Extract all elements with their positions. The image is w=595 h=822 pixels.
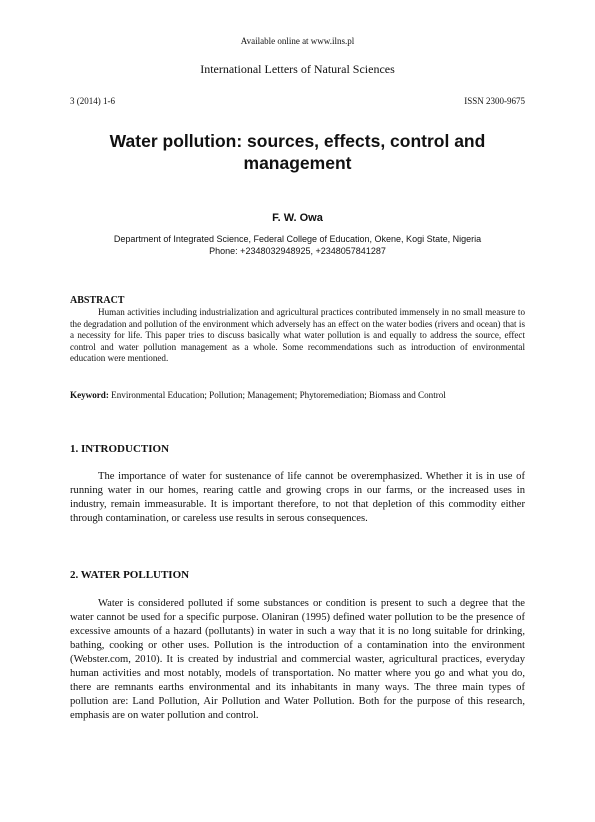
introduction-paragraph: [70, 470, 525, 526]
abstract-text: Human activities including industrialization and agricultural practices contributed immensely in no small measure to the degradation and pollution of the environment which adversely has an effect on the water bodies (rivers and ocean) that is a necessity for life. This paper tries to discuss basically what water pollution is and equally to address the source, effect control and water pollution management as a whole. Some recommendations such as introduction of environmental education were mentioned.: [70, 307, 525, 364]
abstract-heading: ABSTRACT: [70, 295, 125, 306]
section-heading-water-pollution: 2. WATER POLLUTION: [70, 569, 190, 581]
author-name: F. W. Owa: [272, 212, 323, 224]
section-heading-introduction: 1. INTRODUCTION: [70, 443, 170, 455]
issn-number: ISSN 2300-9675: [464, 96, 525, 106]
keywords-label: Keyword:: [70, 390, 109, 400]
author-affiliation: [0, 233, 595, 257]
abstract-body: [70, 307, 525, 365]
volume-info: 3 (2014) 1-6: [70, 96, 115, 106]
available-online-text: Available online at www.ilns.pl: [240, 36, 355, 46]
phone-line: Phone: +2348032948925, +2348057841287: [209, 246, 386, 256]
introduction-text: The importance of water for sustenance of life cannot be overemphasized. Whether it is in use of running water in our homes, rearing cattle and growing crops in our farms, or the increased uses in industry, remain immeasurable. It is important therefore, to not that depletion of this commodity either through contamination, or careless use results in serous consequences.: [70, 471, 525, 524]
affiliation-line: Department of Integrated Science, Federal College of Education, Okene, Kogi State, Nigeria: [113, 234, 482, 244]
keywords-text: Environmental Education; Pollution; Management; Phytoremediation; Biomass and Control: [108, 390, 446, 400]
keywords-line: [70, 390, 540, 400]
paper-title: Water pollution: sources, effects, control and management: [109, 131, 486, 173]
journal-name: International Letters of Natural Sciences: [200, 62, 395, 76]
water-pollution-paragraph: [70, 597, 525, 723]
water-pollution-text: Water is considered polluted if some substances or condition is present to such a degree that the water cannot be used for a specific purpose. Olaniran (1995) defined water pollution to be the presence of excessive amounts of a hazard (pollutants) in water in such a way that it is no long suitable for drinking, bathing, cooking or other uses. Pollution is the introduction of a contamination into the environment (Webster.com, 2010). It is created by industrial and commercial waster, agricultural practices, everyday human activities and most notably, models of transportation. No matter where you go and what you do, there are remnants earths environmental and its inhabitants in many ways. The three main types of pollution are: Land Pollution, Air Pollution and Water Pollution. Both for the purpose of this research, emphasis are on water pollution and control.: [70, 598, 525, 721]
